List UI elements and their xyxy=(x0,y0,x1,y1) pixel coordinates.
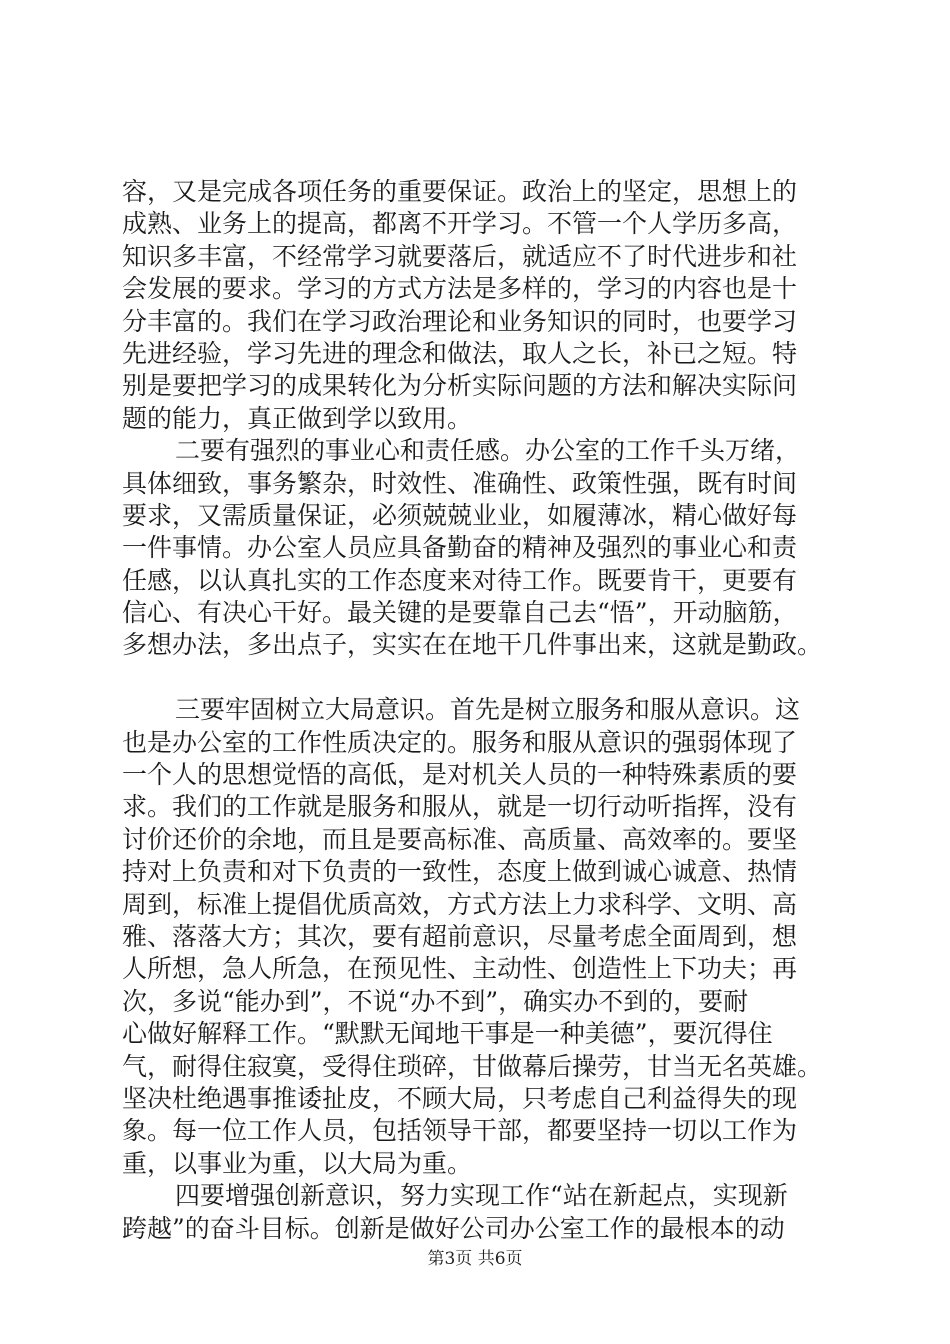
text-line: 信心、有决心干好。最关键的是要靠自己去“悟”，开动脑筋， xyxy=(122,598,798,628)
text-line: 一个人的思想觉悟的高低，是对机关人员的一种特殊素质的要 xyxy=(122,760,798,790)
text-line: 会发展的要求。学习的方式方法是多样的，学习的内容也是十 xyxy=(122,274,798,304)
page-number-footer: 第3页 共6页 xyxy=(427,1249,523,1269)
text-line: 心做好解释工作。“默默无闻地干事是一种美德”，要沉得住 xyxy=(122,1019,773,1049)
text-line: 先进经验，学习先进的理念和做法，取人之长，补已之短。特 xyxy=(122,338,798,368)
text-line xyxy=(122,662,842,694)
text-line: 具体细致，事务繁杂，时效性、准确性、政策性强，既有时间 xyxy=(122,468,798,498)
text-line: 多想办法，多出点子，实实在在地干几件事出来，这就是勤政。 xyxy=(122,630,823,660)
text-line: 四要增强创新意识，努力实现工作“站在新起点，实现新 xyxy=(175,1181,788,1211)
text-line: 分丰富的。我们在学习政治理论和业务知识的同时，也要学习 xyxy=(122,306,798,336)
text-line: 题的能力，真正做到学以致用。 xyxy=(122,403,473,433)
text-line: 一件事情。办公室人员应具备勤奋的精神及强烈的事业心和责 xyxy=(122,533,798,563)
text-line: 重，以事业为重，以大局为重。 xyxy=(122,1148,473,1178)
text-line: 气，耐得住寂寞，受得住琐碎，甘做幕后操劳，甘当无名英雄。 xyxy=(122,1051,823,1081)
text-line: 坚决杜绝遇事推诿扯皮，不顾大局，只考虑自己利益得失的现 xyxy=(122,1083,798,1113)
text-line: 二要有强烈的事业心和责任感。办公室的工作千头万绪， xyxy=(175,436,801,466)
text-line: 象。每一位工作人员，包括领导干部，都要坚持一切以工作为 xyxy=(122,1116,798,1146)
text-line: 求。我们的工作就是服务和服从，就是一切行动听指挥，没有 xyxy=(122,792,798,822)
text-line: 容，又是完成各项任务的重要保证。政治上的坚定，思想上的 xyxy=(122,177,798,206)
text-line: 也是办公室的工作性质决定的。服务和服从意识的强弱体现了 xyxy=(122,727,798,757)
text-line: 持对上负责和对下负责的一致性，态度上做到诚心诚意、热情 xyxy=(122,857,798,887)
document-body xyxy=(122,176,842,1245)
text-line: 别是要把学习的成果转化为分析实际问题的方法和解决实际问 xyxy=(122,371,798,401)
text-line: 雅、落落大方；其次，要有超前意识，尽量考虑全面周到，想 xyxy=(122,921,798,951)
text-line: 成熟、业务上的提高，都离不开学习。不管一个人学历多高， xyxy=(122,209,798,239)
text-line: 任感，以认真扎实的工作态度来对待工作。既要肯干，更要有 xyxy=(122,565,798,595)
text-line: 次，多说“能办到”，不说“办不到”，确实办不到的，要耐 xyxy=(122,986,749,1016)
text-line: 人所想，急人所急，在预见性、主动性、创造性上下功夫；再 xyxy=(122,954,798,984)
text-line: 跨越”的奋斗目标。创新是做好公司办公室工作的最根本的动 xyxy=(122,1213,785,1243)
text-line: 周到，标准上提倡优质高效，方式方法上力求科学、文明、高 xyxy=(122,889,798,919)
text-line: 知识多丰富，不经常学习就要落后，就适应不了时代进步和社 xyxy=(122,241,798,271)
text-line: 三要牢固树立大局意识。首先是树立服务和服从意识。这 xyxy=(175,695,801,725)
text-line: 讨价还价的余地，而且是要高标准、高质量、高效率的。要坚 xyxy=(122,824,798,854)
text-line: 要求，又需质量保证，必须兢兢业业，如履薄冰，精心做好每 xyxy=(122,500,798,530)
